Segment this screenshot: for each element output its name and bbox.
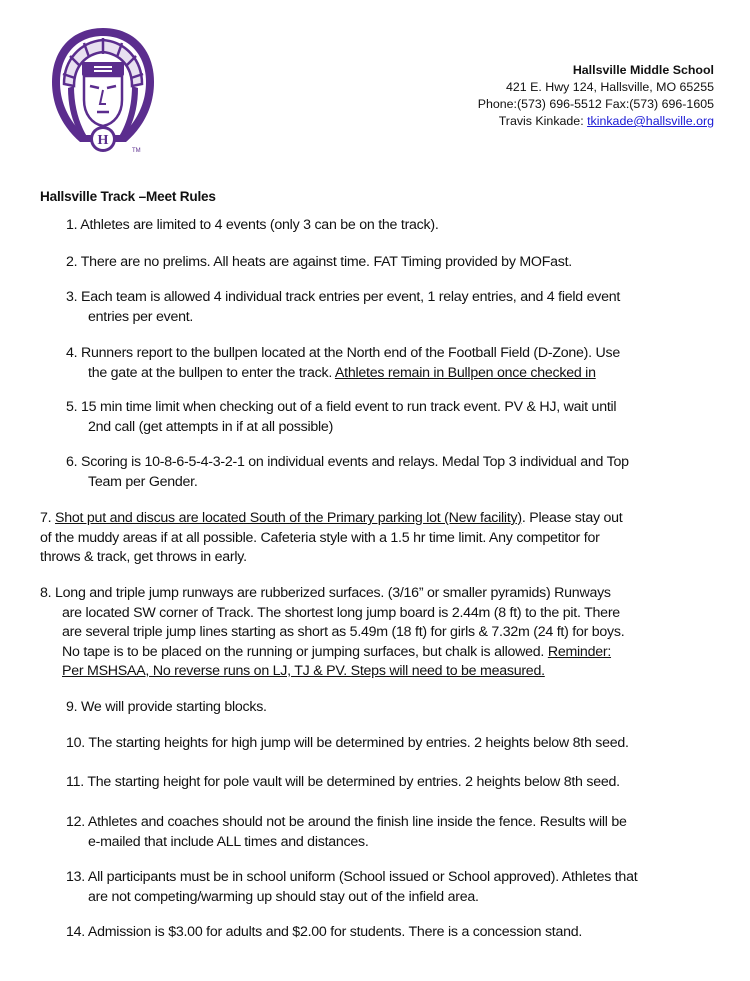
rule-item-9 (66, 698, 721, 718)
rule-text: 10. The starting heights for high jump will be determined by entries. 2 heights below 8th seed. (66, 735, 629, 751)
rule-text: 5. 15 min time limit when checking out of a field event to run track event. PV & HJ, wait until (66, 399, 617, 415)
rule-text: 8. Long and triple jump runways are rubberized surfaces. (3/16” or smaller pyramids) Runways (40, 585, 611, 601)
page-title: Hallsville Track –Meet Rules (40, 189, 216, 204)
rule-text-continued: are located SW corner of Track. The shortest long jump board is 2.44m (8 ft) to the pit. There (62, 604, 620, 621)
rule-text-continued: of the muddy areas if at all possible. Cafeteria style with a 1.5 hr time limit. Any competitor for (40, 529, 600, 546)
rule-text: 12. Athletes and coaches should not be around the finish line inside the fence. Results will be (66, 814, 627, 830)
rule-item-13 (66, 868, 721, 907)
rule-item-6 (66, 453, 721, 492)
rule-underlined-note: Athletes remain in Bullpen once checked in (334, 364, 596, 381)
rule-text: 1. Athletes are limited to 4 events (only 3 can be on the track). (66, 217, 439, 233)
school-name: Hallsville Middle School (572, 63, 714, 77)
svg-text:TM: TM (132, 148, 141, 154)
rule-text-continued: entries per event. (88, 308, 194, 325)
rule-text-continued (66, 364, 721, 384)
contact-label: Travis Kinkade: (498, 114, 588, 128)
rule-text: 13. All participants must be in school uniform (School issued or School approved). Athletes that (66, 869, 638, 885)
rule-underlined-note: Reminder: (547, 643, 612, 660)
rule-text-continued: e-mailed that include ALL times and distances. (88, 833, 369, 850)
rule-item-4 (66, 344, 721, 383)
rule-item-5 (66, 398, 721, 437)
rule-text-plain: the gate at the bullpen to enter the track. (88, 364, 335, 381)
rule-item-7 (40, 509, 725, 568)
rule-item-1 (66, 216, 721, 236)
rule-item-12 (66, 813, 721, 852)
rule-text-continued: are several triple jump lines starting as short as 5.49m (18 ft) for girls & 7.32m (24 ft) for boys. (62, 624, 625, 640)
school-logo (44, 24, 162, 164)
rule-text: 9. We will provide starting blocks. (66, 699, 267, 715)
contact-email-link[interactable]: tkinkade@hallsville.org (587, 114, 714, 128)
indian-chief-mascot-icon (44, 24, 162, 164)
svg-text:H: H (97, 133, 109, 148)
rule-item-3 (66, 288, 721, 327)
rule-text: 11. The starting height for pole vault will be determined by entries. 2 heights below 8th seed. (66, 774, 620, 790)
rule-text-continued: are not competing/warming up should stay out of the infield area. (88, 888, 479, 905)
rule-number: 7. (40, 510, 56, 526)
rule-text-plain: . Please stay out (521, 510, 623, 526)
rule-item-2 (66, 253, 721, 273)
rule-item-14 (66, 923, 721, 943)
rule-text: 14. Admission is $3.00 for adults and $2.00 for students. There is a concession stand. (66, 924, 583, 940)
rule-text-plain: No tape is to be placed on the running or jumping surfaces, but chalk is allowed. (62, 643, 548, 660)
rule-text-continued: throws & track, get throws in early. (40, 549, 247, 565)
contact-line (478, 113, 714, 130)
rule-text-continued: 2nd call (get attempts in if at all possible) (88, 418, 334, 435)
rule-underlined-note: Shot put and discus are located South of the Primary parking lot (New facility) (55, 510, 522, 526)
phone-fax: Phone:(573) 696-5512 Fax:(573) 696-1605 (477, 97, 714, 111)
contact-header (478, 62, 714, 130)
rule-text-continued: Team per Gender. (88, 473, 198, 490)
rule-item-10 (66, 734, 721, 754)
rule-underlined-note: Per MSHSAA, No reverse runs on LJ, TJ & PV. Steps will need to be measured. (62, 663, 545, 679)
rule-item-11 (66, 773, 721, 793)
rule-text: 2. There are no prelims. All heats are against time. FAT Timing provided by MOFast. (66, 254, 572, 270)
rule-text (40, 510, 622, 526)
rule-text: 6. Scoring is 10-8-6-5-4-3-2-1 on individual events and relays. Medal Top 3 individual and Top (66, 454, 629, 470)
rule-text: 3. Each team is allowed 4 individual track entries per event, 1 relay entries, and 4 field event (66, 289, 621, 305)
rule-text-continued (40, 643, 730, 663)
rule-text: 4. Runners report to the bullpen located at the North end of the Football Field (D-Zone). Use (66, 345, 621, 361)
school-address: 421 E. Hwy 124, Hallsville, MO 65255 (506, 80, 714, 94)
rule-item-8 (40, 584, 730, 682)
